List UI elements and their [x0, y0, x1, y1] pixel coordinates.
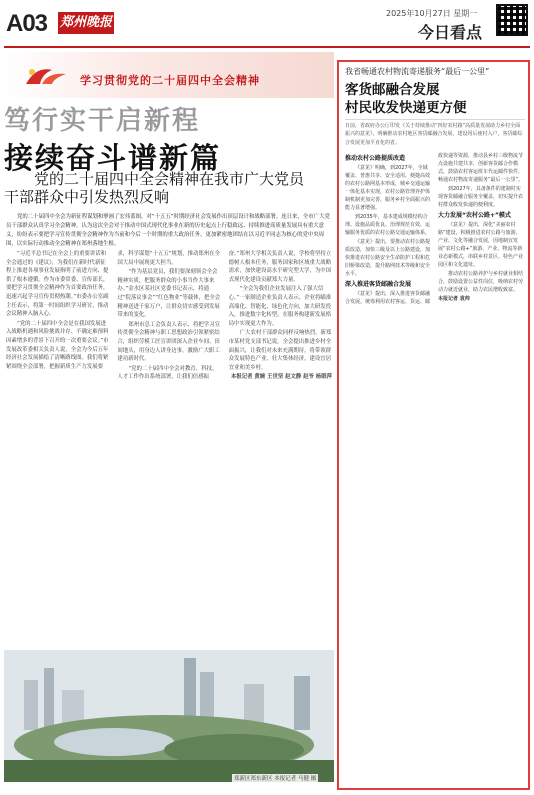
sidebar-byline: 本报记者 袁帅 [438, 296, 470, 302]
article-headline: 接续奋斗谱新篇 [4, 141, 222, 175]
sidebar-kicker: 我省畅通农村物流寄递服务“最后一公里” [345, 67, 490, 76]
sidebar-headline-line2: 村民收发快递更方便 [345, 100, 467, 116]
masthead [0, 0, 534, 50]
article-lead: 党的二十届四中全会为新征程谋划和擘画了宏伟蓝图，对“十五五”时期经济社会发展作出顶层设计和战略部署。连日来，全市广大党员干部群众认真学习全会精神，认为这次全会对于推动中国式现代化事业在新的历史起点上行稳致远、持续推进高质量发展具有重大意义，纷纷表示要把学习宣传贯彻全会精神作为当前和今后一个时期的重大政治任务，更加紧密地团结在以习近平同志为核心的党中央周围，以实际行动推动全会精神在郑州落地生根。 [6, 214, 330, 247]
newspaper-logo: 郑州晚报 [58, 12, 114, 34]
banner-title: 学习贯彻党的二十届四中全会精神 [80, 74, 260, 87]
article-paragraph: “习近平总书记在全会上的重要讲话和全会通过的《建议》，为我们在新时代新征程上推进各项事业发展指明了前进方向、提供了根本遵循。作为市委常委、宣传部长，要把学习贯彻全会精神作为首要政治任务，迅速兴起学习宣传贯彻热潮。”市委办公室副主任表示，将第一时间组织学习研讨，推动会议精神入脑入心。 [6, 251, 109, 318]
article-paragraph: “党的二十届四中全会是在我国发展进入战略机遇和风险挑战并存、不确定难预料因素增多的背景下召开的一次重要会议。”市发展改革委相关负责人说，全会为今后五年经济社会发展描绘了清晰路线图。我们将紧紧围绕全会部署，把握新质生产力发展要求，科学谋划“十五五”规划，推动郑州在全国大局中展现更大担当。 [6, 251, 220, 370]
sidebar-headline-line1: 客货邮融合发展 [345, 82, 440, 98]
section-title: 今日看点 [418, 23, 483, 42]
sidebar-lead: 日前，省政府办公厅印发《关于持续推动“四好农村路”高质量发展助力乡村全面振兴的意见》，明确推动农村地区客货邮融合发展，建设用后使村入户，客货邮综合发展更加平直化的省。 [345, 119, 525, 147]
sidebar-paragraph: 到2035年，基本建成规模结构合理、设施品质优良、治理规范有效、运输服务优质的农村公路交通运输体系。 [345, 214, 431, 236]
sidebar-section-heading: 大力发展“农村公路+”模式 [438, 212, 511, 219]
article-paragraph: “全会为我们企业发展注入了强大信心。”一家制造企业负责人表示，企业将瞄准高端化、智能化、绿色化方向，加大研发投入，推进数字化转型，在服务构建新发展格局中实现更大作为。 [228, 286, 332, 327]
article-paragraph: 广大农村干部群众同样反响热烈。新郑市某村党支部书记说，全会提出推进乡村全面振兴，让我们对未来充满期待，将带领群众发展特色产业，壮大集体经济，建设宜居宜业和美乡村。 [228, 330, 332, 371]
qr-code-icon [496, 4, 528, 36]
article-paragraph: “作为基层党员，我们要深刻领会全会精神实质，把服务群众的小事当作大事来办。”金水区某社区党委书记表示，将通过“院落议事会”“红色物业”等载体，把全会精神送进千家万户，让群众切实感受到发展带来的变化。 [117, 269, 221, 319]
sidebar-paragraph: 《意见》提出，要推动农村公路提质改造，加快三级及以上公路建设，加快推进农村公路安全生命防护工程和危旧桥梁改造，提升路网技术等级和安全水平。 [345, 239, 431, 277]
city-skyline-image [4, 650, 334, 782]
sidebar-section-heading: 推动农村公路提质改造 [345, 155, 406, 162]
sidebar-paragraph: 推动农村公路养护与乡村就业相结合，鼓励设置公益性岗位，吸纳农村劳动力就近就业，助力农民增收致富。 [438, 271, 524, 293]
article-paragraph: 郑州市总工会负责人表示，将把学习宣传贯彻全会精神与职工思想政治引领紧密结合，组织劳模工匠宣讲团深入企业车间、田间地头，用身边人讲身边事，激励广大职工建功新时代。 [117, 321, 220, 363]
article-subtitle-line2: 干部群众中引发热烈反响 [4, 188, 170, 206]
article-byline: 本报记者 黄婉 王世坚 赵文静 赵爷 杨眼萍 [230, 374, 332, 381]
article-kicker: 笃行实干启新程 [4, 106, 201, 136]
article-subtitle-line1: 党的二十届四中全会精神在我市广大党员 [34, 170, 305, 188]
article-paragraph: “党的二十届四中全会对教育、科技、人才工作作出系统部署，让我们倍感振奋。”郑州大学相关负责人说，学校将坚持立德树人根本任务，服务国家和区域重大战略需求，加快建设高水平研究型大学，为中国式现代化建设贡献郑大力量。 [117, 251, 332, 381]
sidebar-paragraph: 《意见》明确，到2027年，全域覆盖、普惠共享、安全适用、便捷高效的农村公路网基本形成，城乡交通运输一体化基本实现，农村公路管理养护体制机制更加完善，服务乡村全面振兴的能力显著增强。 [345, 165, 431, 211]
photo-caption: 郑新区郑东新区 本报记者 马健 摄 [234, 776, 317, 782]
party-emblem-icon [22, 64, 70, 88]
issue-date: 2025年10月27日 星期一 [386, 9, 478, 18]
page-number: A03 [6, 10, 48, 37]
masthead-divider [4, 46, 530, 48]
sidebar-section-heading: 深入推进客货邮融合发展 [345, 281, 412, 288]
sidebar-body [345, 152, 525, 786]
news-photo [4, 650, 334, 782]
article-body [6, 250, 332, 700]
sidebar-paragraph: 《意见》提出，深入推进客货邮融合发展。统筹利用农村客运、货运、邮政快递等资源，推动县乡村三级物流节点设施共建共享，创新客货邮合作模式，鼓励农村客运班车代运邮件快件，畅通农村物流寄递服务“最后一公里”。 [345, 153, 524, 305]
sidebar-paragraph: 《意见》提出，深化“美丽农村路”建设，积极推进农村公路与旅游、产业、文化等融合发展，因地制宜发展“农村公路+”旅游、产业、物流等新业态新模式，串联乡村景区、特色产业园区和文化遗址。 [438, 222, 524, 268]
sidebar-paragraph: 到2027年，具备条件的建制村实现客货邮融合服务全覆盖，切实提升农村群众收发快递的便利度。 [438, 186, 524, 208]
